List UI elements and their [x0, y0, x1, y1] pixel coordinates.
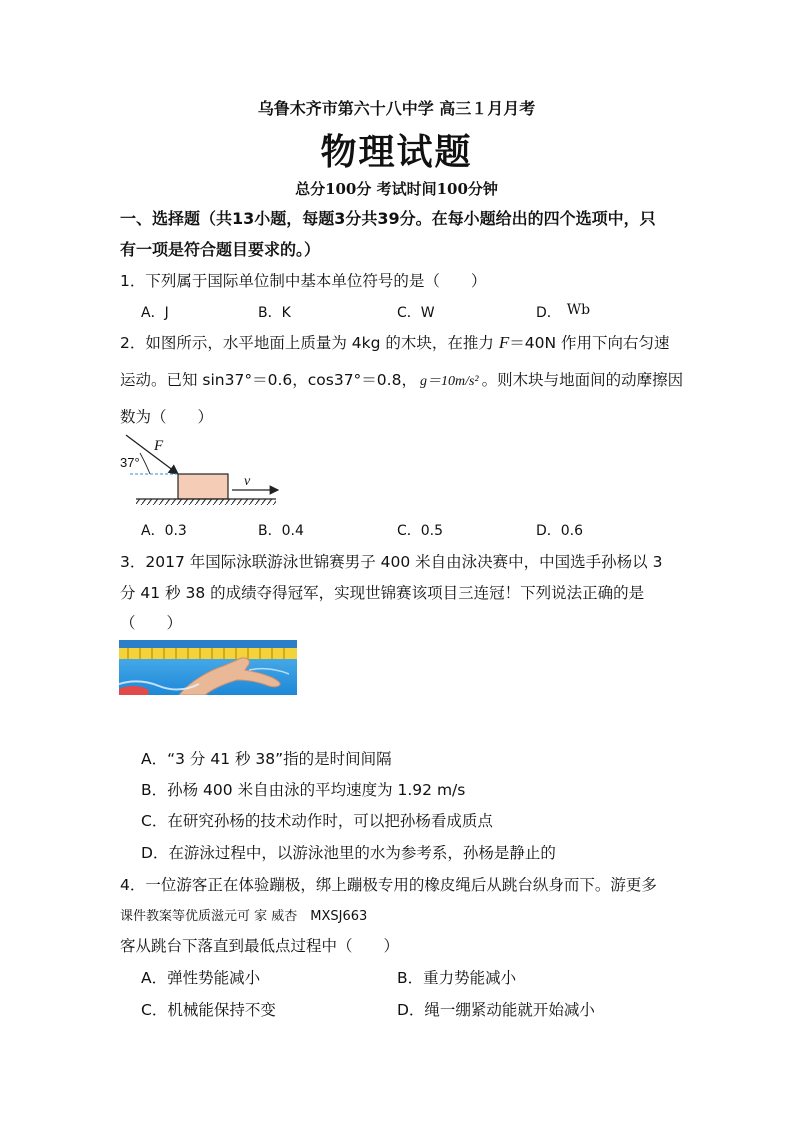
- q2-stem-line3: 数为（ ）: [120, 408, 214, 426]
- lane-rope: [119, 648, 297, 659]
- q4-stem-line2: 客从跳台下落直到最低点过程中（ ）: [120, 937, 400, 955]
- watermark-text: 课件教案等优质滋元可 家 威杏 MXSJ663: [120, 909, 368, 924]
- q2-option-d: D．0.6: [536, 523, 584, 539]
- exam-header: 乌鲁木齐市第六十八中学 高三１月月考: [257, 99, 536, 118]
- ground-hatching: [136, 499, 276, 505]
- q1-option-c: C．W: [397, 305, 435, 321]
- q2-stem-line2: [120, 368, 683, 390]
- q3-stem-line1: 3．2017 年国际泳联游泳世锦赛男子 400 米自由泳决赛中，中国选手孙杨以 3: [120, 553, 663, 571]
- q4-option-a: A．弹性势能减小: [141, 969, 261, 987]
- q3-option-d: D．在游泳过程中，以游泳池里的水为参考系，孙杨是静止的: [141, 844, 556, 862]
- q4-option-b: B．重力势能减小: [397, 969, 517, 987]
- swimmer-photo: [119, 640, 297, 695]
- angle-arc: [140, 453, 150, 474]
- exam-subtitle: 总分100分 考试时间100分钟: [295, 180, 498, 198]
- q4-stem-line1: 4．一位游客正在体验蹦极，绑上蹦极专用的橡皮绳后从跳台纵身而下。游更多: [120, 876, 657, 894]
- page-title: 物理试题: [320, 131, 473, 173]
- q1-option-d: [536, 302, 590, 322]
- q2-stem-line1: [120, 331, 669, 353]
- q2-text-b: ＝40N 作用下向右匀速: [509, 334, 670, 352]
- q4-option-d: D．绳一绷紧动能就开始减小: [397, 1001, 595, 1019]
- q3-stem-line3: （ ）: [120, 614, 183, 632]
- angle-label: 37°: [120, 455, 140, 470]
- wooden-block: [178, 474, 228, 499]
- q2-g-expression: g＝10m/s²: [419, 374, 479, 389]
- q1-option-d-symbol: Wb: [566, 302, 591, 318]
- q1-option-a: A．J: [141, 305, 169, 321]
- q2-option-b: B．0.4: [258, 523, 304, 539]
- q3-option-c: C．在研究孙杨的技术动作时，可以把孙杨看成质点: [141, 812, 493, 830]
- force-label: F: [154, 438, 164, 454]
- q2-option-a: A．0.3: [141, 523, 187, 539]
- q3-option-b: B．孙杨 400 米自由泳的平均速度为 1.92 m/s: [141, 781, 466, 799]
- q3-option-a: A．“3 分 41 秒 38”指的是时间间隔: [141, 750, 392, 768]
- q3-stem-line2: 分 41 秒 38 的成绩夺得冠军，实现世锦赛该项目三连冠！下列说法正确的是: [120, 584, 645, 602]
- q4-option-c: C．机械能保持不变: [141, 1001, 276, 1019]
- section-instructions-line2: 有一项是符合题目要求的。）: [120, 240, 321, 259]
- q2-option-c: C．0.5: [397, 523, 444, 539]
- velocity-label: v: [244, 474, 251, 489]
- q1-stem: 1．下列属于国际单位制中基本单位符号的是（ ）: [120, 272, 487, 290]
- q2-force-var: F: [498, 333, 510, 352]
- section-instructions-line1: 一、选择题（共13小题，每题3分共39分。在每小题给出的四个选项中，只: [120, 209, 656, 228]
- q2-force-diagram: [118, 432, 288, 510]
- q2-text-c: 运动。已知 sin37°＝0.6，cos37°＝0.8，: [120, 371, 417, 389]
- q1-option-d-label: D．: [536, 305, 561, 321]
- q2-text-a: 2．如图所示，水平地面上质量为 4kg 的木块，在推力: [120, 334, 499, 352]
- q2-text-d: 。则木块与地面间的动摩擦因: [481, 371, 684, 389]
- q1-option-b: B．K: [258, 305, 291, 321]
